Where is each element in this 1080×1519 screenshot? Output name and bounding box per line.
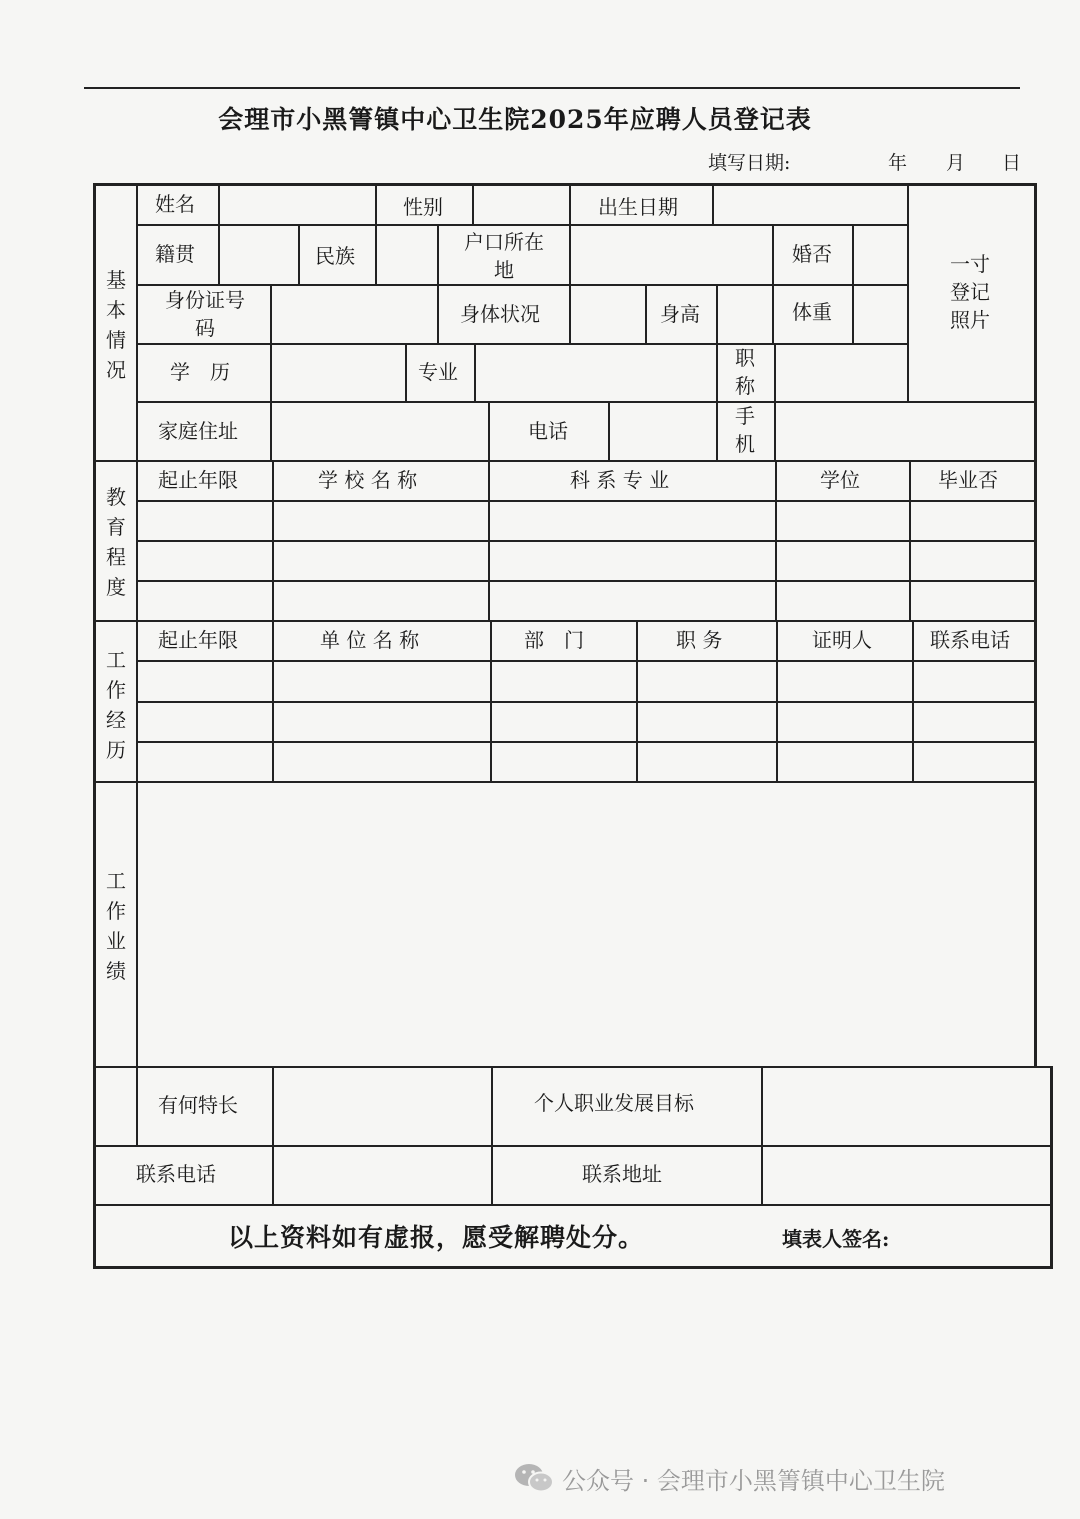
field-major[interactable] (476, 345, 714, 399)
r3-v4 (645, 284, 647, 343)
r2-v6 (772, 224, 774, 284)
label-education: 学 历 (170, 360, 230, 384)
field-education[interactable] (272, 345, 403, 399)
label-hukou (452, 228, 556, 284)
edu-row[interactable] (138, 542, 1034, 579)
work-header-position: 职 务 (676, 628, 723, 652)
field-mobile[interactable] (776, 403, 1034, 458)
label-contact-phone: 联系电话 (136, 1162, 216, 1186)
field-height[interactable] (718, 286, 770, 341)
label-height: 身高 (660, 302, 700, 326)
edu-row[interactable] (138, 582, 1034, 619)
label-health: 身体状况 (460, 302, 540, 326)
field-gender[interactable] (474, 185, 567, 223)
bottom-v2 (491, 1066, 493, 1204)
label-id-line-1: 身份证号 (165, 288, 245, 312)
field-name[interactable] (220, 185, 373, 223)
label-id-line-2: 码 (195, 316, 215, 340)
work-header-reference: 证明人 (812, 628, 872, 652)
section-basic-label: 基本情况 (106, 268, 126, 382)
fill-date-label: 填写日期: (708, 152, 791, 174)
field-id-number[interactable] (272, 286, 435, 341)
work-header-company: 单 位 名 称 (320, 628, 420, 652)
label-mobile-line-2: 机 (735, 432, 755, 456)
r4-v2 (405, 343, 407, 401)
edu-row[interactable] (138, 502, 1034, 539)
label-marital: 婚否 (792, 242, 832, 266)
section-achievements-label: 工作业绩 (106, 869, 126, 983)
border-left (93, 183, 96, 1268)
field-hukou[interactable] (571, 226, 770, 282)
r1-v4 (569, 183, 571, 224)
fill-date-day: 日 (1002, 152, 1022, 174)
r2-v2 (298, 224, 300, 284)
signature-label: 填表人签名: (782, 1227, 890, 1251)
field-achievements[interactable] (138, 783, 1034, 1065)
field-weight[interactable] (854, 286, 906, 341)
label-phone: 电话 (528, 419, 568, 443)
r2-v4 (437, 224, 439, 284)
photo-divider (907, 183, 909, 401)
edu-header-major: 科 系 专 业 (570, 468, 670, 492)
section-line-work (93, 620, 1036, 622)
field-ethnicity[interactable] (377, 226, 435, 282)
work-row[interactable] (138, 662, 1034, 700)
section-work-history-label: 工作经历 (106, 648, 126, 762)
r3-v6 (772, 284, 774, 343)
work-header-period: 起止年限 (158, 628, 238, 652)
label-contact-address: 联系地址 (582, 1162, 662, 1186)
section-education-label: 教育程度 (106, 485, 126, 599)
label-name: 姓名 (155, 192, 195, 216)
r3-v2 (437, 284, 439, 343)
label-weight: 体重 (792, 300, 832, 324)
label-job-title-line-1: 职 (735, 346, 755, 370)
edu-header-school: 学 校 名 称 (318, 468, 418, 492)
field-signature[interactable] (912, 1214, 1046, 1260)
section-line-education (93, 460, 1036, 462)
field-specialty[interactable] (274, 1068, 489, 1144)
photo-label-line-3: 照片 (950, 308, 990, 332)
edu-header-degree: 学位 (820, 468, 860, 492)
photo-label-line-2: 登记 (950, 280, 990, 304)
field-health[interactable] (571, 286, 643, 341)
border-right-lower (1050, 1066, 1053, 1266)
field-career-goal[interactable] (763, 1068, 1049, 1144)
photo-label (935, 250, 1005, 334)
label-major: 专业 (418, 360, 458, 384)
r5-v1 (488, 401, 490, 460)
field-marital[interactable] (854, 226, 906, 282)
photo-label-line-1: 一寸 (950, 252, 990, 276)
label-home-address: 家庭住址 (158, 419, 238, 443)
wechat-icon (512, 1461, 556, 1495)
field-contact-address[interactable] (763, 1147, 1049, 1203)
watermark (512, 1458, 945, 1498)
label-job-title-line-2: 称 (735, 374, 755, 398)
border-bottom (93, 1266, 1053, 1269)
label-career-goal: 个人职业发展目标 (534, 1091, 694, 1115)
bottom-line-2 (93, 1204, 1053, 1206)
label-specialty: 有何特长 (158, 1093, 238, 1117)
edu-header-period: 起止年限 (158, 468, 238, 492)
label-ethnicity: 民族 (315, 244, 355, 268)
edu-header-graduated: 毕业否 (938, 468, 998, 492)
label-id-number (150, 286, 260, 342)
fill-date-month: 月 (946, 152, 966, 174)
watermark-text: 公众号 · 会理市小黑箐镇中心卫生院 (562, 1466, 945, 1495)
field-contact-phone[interactable] (274, 1147, 489, 1203)
declaration-text: 以上资料如有虚报，愿受解聘处分。 (228, 1223, 645, 1252)
label-hukou-line-1: 户口所在 (464, 230, 544, 254)
work-header-department: 部 门 (524, 628, 584, 652)
work-header-contact-phone: 联系电话 (930, 628, 1010, 652)
label-birth-date: 出生日期 (598, 195, 678, 219)
label-native-place: 籍贯 (155, 242, 195, 266)
field-native-place[interactable] (220, 226, 296, 282)
field-phone[interactable] (610, 403, 714, 458)
label-job-title (730, 344, 760, 400)
work-row[interactable] (138, 743, 1034, 780)
field-home-address[interactable] (272, 403, 486, 458)
r4-v4 (716, 343, 718, 460)
label-gender: 性别 (403, 195, 443, 219)
field-job-title[interactable] (776, 345, 906, 399)
fill-date-year: 年 (888, 152, 908, 174)
form-title: 会理市小黑箐镇中心卫生院2025年应聘人员登记表 (218, 105, 812, 134)
label-mobile-line-1: 手 (735, 404, 755, 428)
r1-v2 (375, 183, 377, 224)
work-row[interactable] (138, 703, 1034, 740)
field-birth-date[interactable] (714, 185, 906, 223)
border-right-upper (1034, 183, 1037, 1068)
label-mobile (730, 402, 760, 458)
label-hukou-line-2: 地 (494, 258, 514, 282)
